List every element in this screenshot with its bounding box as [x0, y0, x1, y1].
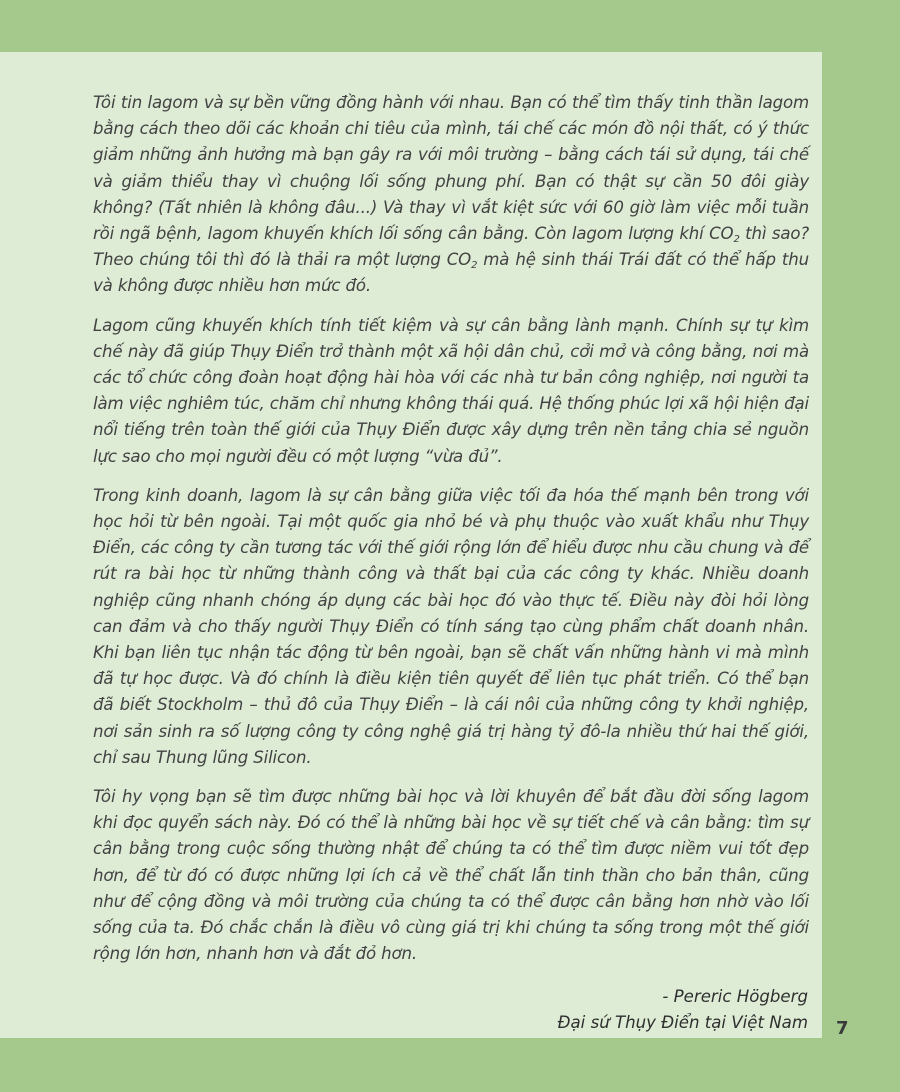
paragraph-1-part-c: mà hệ sinh thái Trái đất có thể hấp thu và không được nhiều hơn mức đó. [93, 250, 809, 296]
signature-title: Đại sứ Thụy Điển tại Việt Nam [557, 1013, 808, 1032]
paragraph-1-part-a: Tôi tin lagom và sự bền vững đồng hành với nhau. Bạn có thể tìm thấy tinh thần lagom bằng cách theo dõi các khoản chi tiêu của mình, tái chế các món đồ nội thất, có ý thức giảm những ảnh hưởng mà bạn gây ra với môi trường – bằng cách tái sử dụng, tái chế và giảm thiểu thay vì chuộng lối sống phung phí. Bạn có thật sự cần 50 đôi giày không? (Tất nhiên là không đâu...) Và thay vì vắt kiệt sức với 60 giờ làm việc mỗi tuần rồi ngã bệnh, lagom khuyến khích lối sống cân bằng. Còn lagom lượng khí CO [93, 93, 809, 244]
paragraph-4: Tôi hy vọng bạn sẽ tìm được những bài học và lời khuyên để bắt đầu đời sống lagom khi đọc quyển sách này. Đó có thể là những bài học về sự tiết chế và cân bằng: tìm sự cân bằng trong cuộc sống thường nhật để chúng ta có thể tìm được niềm vui tốt đẹp hơn, để từ đó có được những lợi ích cả về thể chất lẫn tinh thần cho bản thân, cũng như để cộng đồng và môi trường của chúng ta có thể được cân bằng hơn nhờ vào lối sống của ta. Đó chắc chắn là điều vô cùng giá trị khi chúng ta sống trong một thế giới rộng lớn hơn, nhanh hơn và đắt đỏ hơn. [93, 787, 809, 964]
co2-subscript-2: 2 [471, 260, 478, 272]
co2-subscript-1: 2 [733, 234, 740, 246]
foreword-body [93, 90, 809, 981]
signature-block [558, 984, 808, 1036]
paragraph-2: Lagom cũng khuyến khích tính tiết kiệm và sự cân bằng lành mạnh. Chính sự tự kìm chế này đã giúp Thụy Điển trở thành một xã hội dân chủ, cởi mở và công bằng, nơi mà các tổ chức công đoàn hoạt động hài hòa với các nhà tư bản công nghiệp, nơi người ta làm việc nghiêm túc, chăm chỉ nhưng không thái quá. Hệ thống phúc lợi xã hội hiện đại nổi tiếng trên toàn thế giới của Thụy Điển được xây dựng trên nền tảng chia sẻ nguồn lực sao cho mọi người đều có một lượng “vừa đủ”. [93, 315, 809, 466]
paragraph-1-part-b: thì sao? Theo chúng tôi thì đó là thải ra một lượng CO [93, 224, 809, 270]
paragraph-1 [93, 90, 809, 300]
paragraph-3: Trong kinh doanh, lagom là sự cân bằng giữa việc tối đa hóa thế mạnh bên trong với học hỏi từ bên ngoài. Tại một quốc gia nhỏ bé và phụ thuộc vào xuất khẩu như Thụy Điển, các công ty cần tương tác với thế giới rộng lớn để hiểu được nhu cầu chung và để rút ra bài học từ những thành công và thất bại của các công ty khác. Nhiều doanh nghiệp cũng nhanh chóng áp dụng các bài học đó vào thực tế. Điều này đòi hỏi lòng can đảm và cho thấy người Thụy Điển có tính sáng tạo cùng phẩm chất doanh nhân. Khi bạn liên tục nhận tác động từ bên ngoài, bạn sẽ chất vấn những hành vi mà mình đã tự học được. Và đó chính là điều kiện tiên quyết để liên tục phát triển. Có thể bạn đã biết Stockholm – thủ đô của Thụy Điển – là cái nôi của những công ty khởi nghiệp, nơi sản sinh ra số lượng công ty công nghệ giá trị hàng tỷ đô-la nhiều thứ hai thế giới, chỉ sau Thung lũng Silicon. [93, 485, 809, 767]
signature-name: - Pereric Högberg [662, 987, 808, 1006]
page-number: 7 [836, 1018, 849, 1039]
